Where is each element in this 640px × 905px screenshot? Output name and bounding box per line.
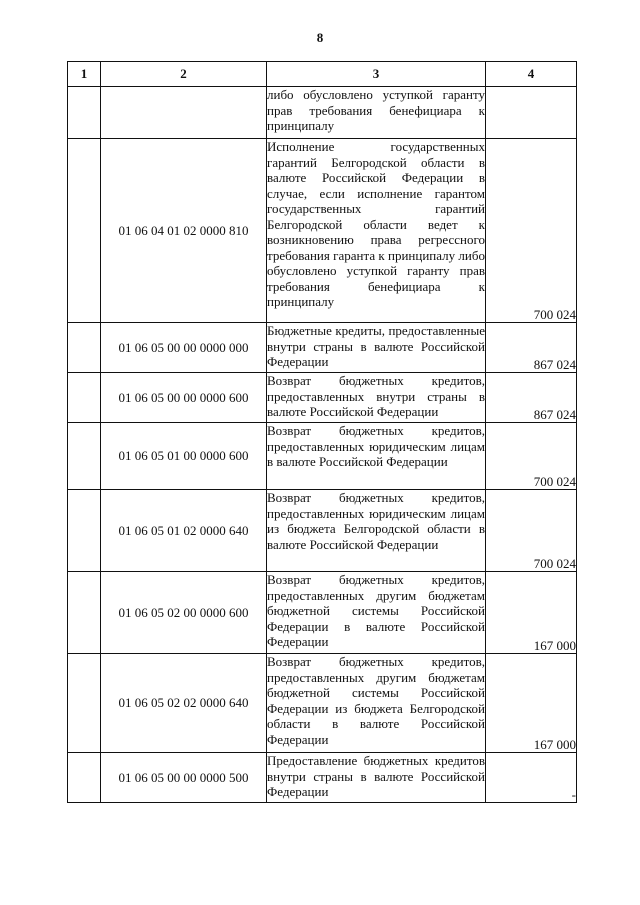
budget-code-cell: 01 06 05 01 00 0000 600: [101, 423, 267, 490]
row-number-cell: [68, 423, 101, 490]
budget-code-cell: 01 06 05 01 02 0000 640: [101, 490, 267, 572]
budget-code-cell: 01 06 04 01 02 0000 810: [101, 139, 267, 323]
table-row: [68, 753, 577, 803]
row-number-cell: [68, 139, 101, 323]
row-number-cell: [68, 373, 101, 423]
column-header-2: 2: [101, 62, 267, 87]
amount-cell: 167 000: [486, 654, 577, 753]
budget-code-cell: 01 06 05 00 00 0000 600: [101, 373, 267, 423]
budget-code-cell: [101, 87, 267, 139]
description-cell: Возврат бюджетных кредитов, предоставленных другим бюджетам бюджетной системы Российской Федерации из бюджета Белгородской области в валюте Российской Федерации: [267, 654, 486, 753]
budget-code-cell: 01 06 05 00 00 0000 000: [101, 323, 267, 373]
budget-table: [67, 61, 577, 803]
table-row: [68, 139, 577, 323]
table-row: [68, 87, 577, 139]
row-number-cell: [68, 753, 101, 803]
description-cell: Предоставление бюджетных кредитов внутри страны в валюте Российской Федерации: [267, 753, 486, 803]
row-number-cell: [68, 490, 101, 572]
budget-code-cell: 01 06 05 00 00 0000 500: [101, 753, 267, 803]
row-number-cell: [68, 87, 101, 139]
table-body: [68, 87, 577, 803]
amount-cell: [486, 87, 577, 139]
amount-cell: -: [486, 753, 577, 803]
column-header-4: 4: [486, 62, 577, 87]
page-number: 8: [316, 30, 324, 45]
column-header-3: 3: [267, 62, 486, 87]
row-number-cell: [68, 323, 101, 373]
amount-cell: 700 024: [486, 423, 577, 490]
description-cell: либо обусловлено уступкой гаранту прав требования бенефициара к принципалу: [267, 87, 486, 139]
description-cell: Возврат бюджетных кредитов, предоставленных юридическим лицам из бюджета Белгородской области в валюте Российской Федерации: [267, 490, 486, 572]
amount-cell: 167 000: [486, 572, 577, 654]
amount-cell: 700 024: [486, 139, 577, 323]
table-row: [68, 654, 577, 753]
row-number-cell: [68, 572, 101, 654]
table-row: [68, 490, 577, 572]
description-cell: Возврат бюджетных кредитов, предоставленных юридическим лицам в валюте Российской Федерации: [267, 423, 486, 490]
description-cell: Исполнение государственных гарантий Белгородской области в валюте Российской Федерации в случае, если исполнение гарантом государственных гарантий Белгородской области ведет к возникновению права регрессного требования гаранта к принципалу либо обусловлено уступкой гаранту прав требования бенефициара к принципалу: [267, 139, 486, 323]
amount-cell: 867 024: [486, 323, 577, 373]
amount-cell: 700 024: [486, 490, 577, 572]
amount-cell: 867 024: [486, 373, 577, 423]
table-header-row: [68, 62, 577, 87]
table-row: [68, 572, 577, 654]
budget-code-cell: 01 06 05 02 02 0000 640: [101, 654, 267, 753]
row-number-cell: [68, 654, 101, 753]
description-cell: Бюджетные кредиты, предоставленные внутри страны в валюте Российской Федерации: [267, 323, 486, 373]
column-header-1: 1: [68, 62, 101, 87]
table-row: [68, 323, 577, 373]
table-row: [68, 423, 577, 490]
description-cell: Возврат бюджетных кредитов, предоставленных внутри страны в валюте Российской Федерации: [267, 373, 486, 423]
description-cell: Возврат бюджетных кредитов, предоставленных другим бюджетам бюджетной системы Российской Федерации в валюте Российской Федерации: [267, 572, 486, 654]
table-row: [68, 373, 577, 423]
budget-code-cell: 01 06 05 02 00 0000 600: [101, 572, 267, 654]
